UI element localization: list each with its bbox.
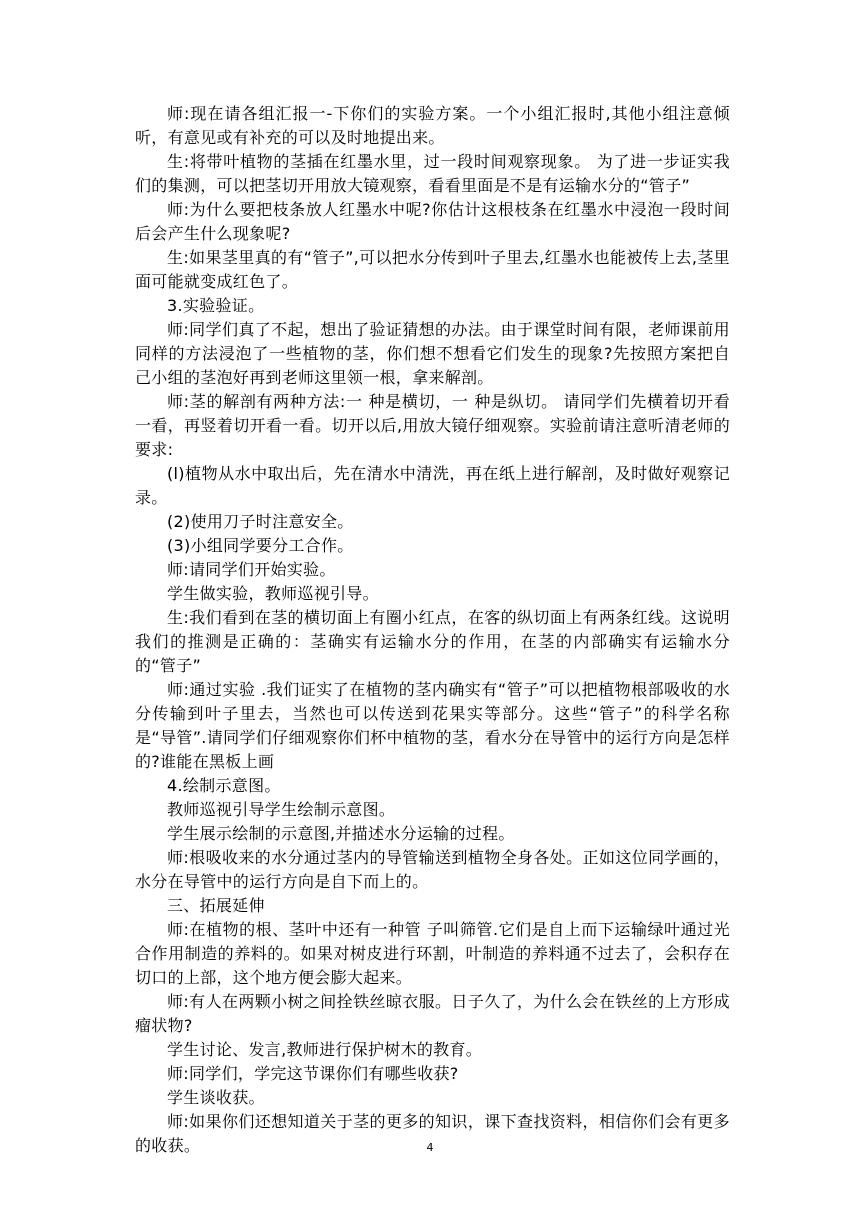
paragraph: 学生讨论、发言,教师进行保护树木的教育。 <box>167 1040 483 1059</box>
paragraph: 师:茎的解剖有两种方法:一 种是横切，一 种是纵切。 请同学们先横着切开看一看，再竖着切开看一看。切开以后,用放大镜仔细观察。实验前请注意听清老师的要求: <box>135 392 730 459</box>
paragraph: 师:请同学们开始实验。 <box>167 560 336 579</box>
paragraph: 师:如果你们还想知道关于茎的更多的知识，课下查找资料，相信你们会有更多的收获。 <box>135 1112 730 1155</box>
paragraph: 师:有人在两颗小树之间拴铁丝晾衣服。日子久了，为什么会在铁丝的上方形成瘤状物? <box>135 992 730 1035</box>
list-item: (3)小组同学要分工合作。 <box>167 536 354 555</box>
paragraph: 师:现在请各组汇报一-下你们的实验方案。一个小组汇报时,其他小组注意倾听，有意见或有补充的可以及时地提出来。 <box>135 104 730 147</box>
paragraph: 生:我们看到在茎的横切面上有圈小红点，在客的纵切面上有两条红线。这说明我们的推测是正确的：茎确实有运输水分的作用，在茎的内部确实有运输水分的“管子” <box>135 608 730 675</box>
paragraph: 师:为什么要把枝条放人红墨水中呢?你估计这根枝条在红墨水中浸泡一段时间后会产生什么现象呢? <box>135 200 730 243</box>
list-item: (l)植物从水中取出后，先在清水中清洗，再在纸上进行解剖，及时做好观察记录。 <box>135 464 730 507</box>
paragraph: 师:根吸收来的水分通过茎内的导管输送到植物全身各处。正如这位同学画的，水分在导管中的运行方向是自下而上的。 <box>135 848 730 891</box>
paragraph: 学生谈收获。 <box>167 1088 265 1107</box>
section-heading: 三、拓展延伸 <box>167 896 265 915</box>
section-heading: 4.绘制示意图。 <box>167 776 281 795</box>
paragraph: 生:将带叶植物的茎插在红墨水里，过一段时间观察现象。 为了进一步证实我们的集测，可以把茎切开用放大镜观察，看看里面是不是有运输水分的“管子” <box>135 152 730 195</box>
page-number: 4 <box>426 1141 434 1154</box>
paragraph: 生:如果茎里真的有“管子”,可以把水分传到叶子里去,红墨水也能被传上去,茎里面可能就变成红色了。 <box>135 248 730 291</box>
paragraph: 学生展示绘制的示意图,并描述水分运输的过程。 <box>167 824 515 843</box>
paragraph: 师:同学们真了不起，想出了验证猜想的办法。由于课堂时间有限，老师课前用同样的方法浸泡了一些植物的茎，你们想不想看它们发生的现象?先按照方案把自己小组的茎泡好再到老师这里领一根，拿来解剖。 <box>135 320 730 387</box>
paragraph: 师:同学们，学完这节课你们有哪些收获? <box>167 1064 459 1083</box>
section-heading: 3.实验验证。 <box>167 296 265 315</box>
paragraph: 师:通过实验 .我们证实了在植物的茎内确实有“管子”可以把植物根部吸收的水分传输到叶子里去，当然也可以传送到花果实等部分。这些“管子”的科学名称是“导管”.请同学们仔细观察你们杯中植物的茎，看水分在导管中的运行方向是怎样的?谁能在黑板上画 <box>135 680 730 771</box>
paragraph: 师:在植物的根、茎叶中还有一种管 子叫筛管.它们是自上而下运输绿叶通过光合作用制造的养料的。如果对树皮进行环割，叶制造的养料通不过去了，会积存在切口的上部，这个地方便会膨大起来。 <box>135 920 730 987</box>
paragraph: 教师巡视引导学生绘制示意图。 <box>167 800 396 819</box>
list-item: (2)使用刀子时注意安全。 <box>167 512 354 531</box>
paragraph: 学生做实验，教师巡视引导。 <box>167 584 379 603</box>
document-body <box>135 102 730 1158</box>
